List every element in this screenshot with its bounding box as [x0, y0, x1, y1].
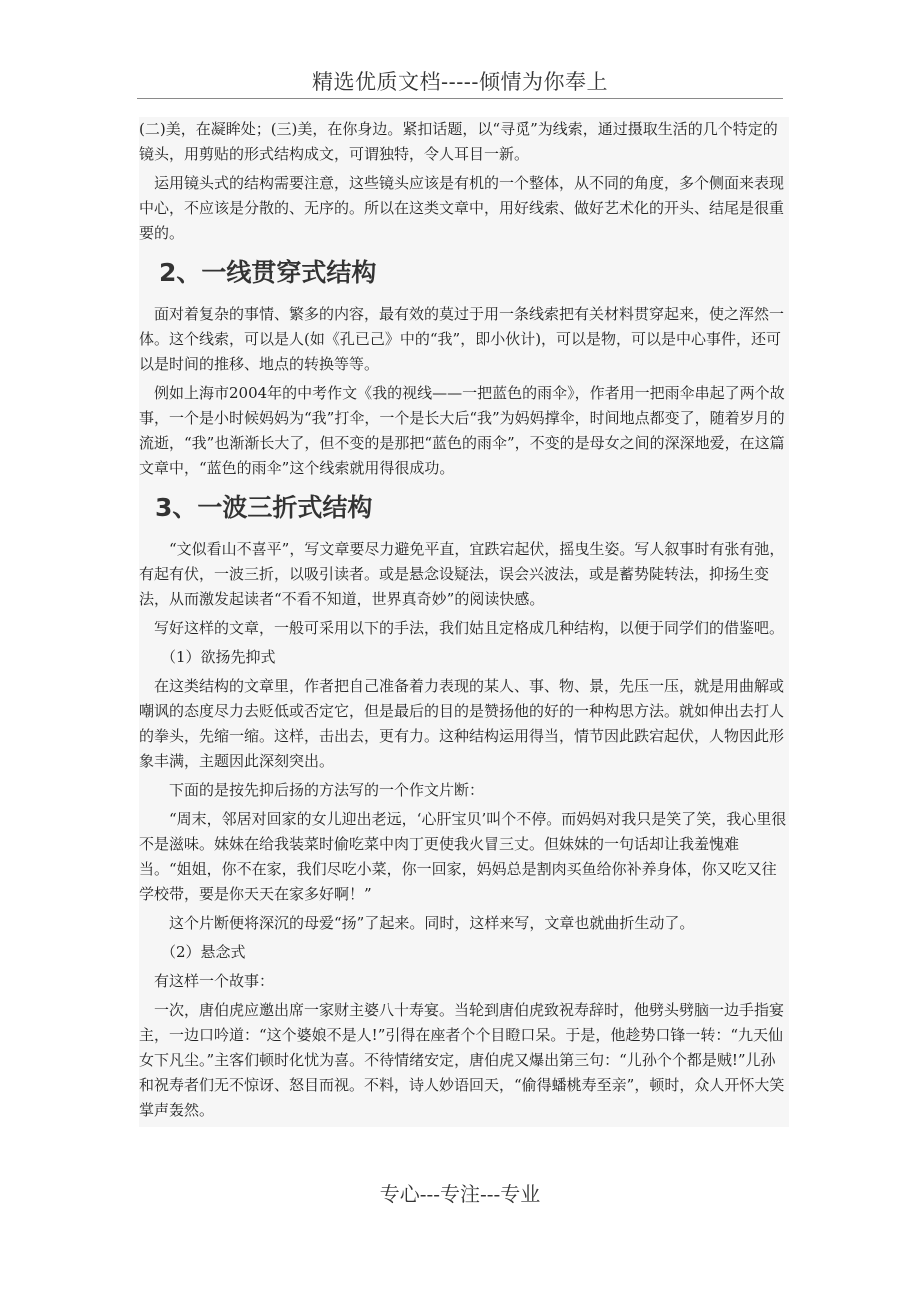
- paragraph: 一次，唐伯虎应邀出席一家财主婆八十寿宴。当轮到唐伯虎致祝寿辞时，他劈头劈脑一边手指宴主，一边口吟道：“这个婆娘不是人!”引得在座者个个目瞪口呆。于是，他趁势口锋一转：“九天仙女下凡尘。”主客们顿时化忧为喜。不待情绪安定，唐伯虎又爆出第三句：“儿孙个个都是贼!”儿孙和祝寿者们无不惊讶、怒目而视。不料，诗人妙语回天，“偷得蟠桃寿至亲”，顿时，众人开怀大笑掌声轰然。: [139, 1001, 785, 1119]
- paragraph: 这个片断便将深沉的母爱“扬”了起来。同时，这样来写，文章也就曲折生动了。: [169, 914, 695, 932]
- paragraph: 有这样一个故事：: [154, 972, 275, 990]
- paragraph: “文似看山不喜平”，写文章要尽力避免平直，宜跌宕起伏，摇曳生姿。写人叙事时有张有弛，有起有伏，一波三折，以吸引读者。或是悬念设疑法，误会兴波法，或是蓄势陡转法，抑扬生变法，从而激发起读者“不看不知道，世界真奇妙”的阅读快感。: [139, 540, 785, 608]
- quoted-paragraph: “周末，邻居对回家的女儿迎出老远，‘心肝宝贝’叫个不停。而妈妈对我只是笑了笑，我心里很不是滋味。妹妹在给我装菜时偷吃菜中肉丁更使我火冒三丈。但妹妹的一句话却让我羞愧难当。“姐姐，你不在家，我们尽吃小菜，你一回家，妈妈总是割肉买鱼给你补养身体，你又吃又往学校带，要是你天天在家多好啊！”: [139, 810, 787, 903]
- paragraph: (二)美，在凝眸处；(三)美，在你身边。紧扣话题，以“寻觅”为线索，通过摄取生活的几个特定的镜头，用剪贴的形式结构成文，可谓独特，令人耳目一新。: [139, 120, 778, 163]
- section-heading: 2、一线贯穿式结构: [159, 258, 377, 287]
- document-body: [139, 117, 789, 1127]
- document-header: 精选优质文档-----倾情为你奉上: [312, 70, 608, 94]
- section-heading: 3、一波三折式结构: [155, 493, 373, 522]
- paragraph: 下面的是按先抑后扬的方法写的一个作文片断：: [169, 781, 485, 799]
- paragraph: 例如上海市2004年的中考作文《我的视线——一把蓝色的雨伞》，作者用一把雨伞串起了两个故事，一个是小时候妈妈为“我”打伞，一个是长大后“我”为妈妈撑伞，时间地点都变了，随着岁月的流逝，“我”也渐渐长大了，但不变的是那把“蓝色的雨伞”，不变的是母女之间的深深地爱，在这篇文章中，“蓝色的雨伞”这个线索就用得很成功。: [139, 384, 785, 477]
- paragraph: 面对着复杂的事情、繁多的内容，最有效的莫过于用一条线索把有关材料贯穿起来，使之浑然一体。这个线索，可以是人(如《孔已己》中的“我”，即小伙计)，可以是物，可以是中心事件，还可以是时间的推移、地点的转换等等。: [139, 305, 785, 373]
- subsection-heading: （2）悬念式: [161, 943, 246, 961]
- document-footer: 专心---专注---专业: [379, 1182, 541, 1206]
- paragraph: 写好这样的文章，一般可采用以下的手法，我们姑且定格成几种结构，以便于同学们的借鉴吧。: [154, 619, 785, 637]
- paragraph: 在这类结构的文章里，作者把自己准备着力表现的某人、事、物、景，先压一压，就是用曲解或嘲讽的态度尽力去贬低或否定它，但是最后的目的是赞扬他的好的一种构思方法。就如伸出去打人的拳头，先缩一缩。这样，击出去，更有力。这种结构运用得当，情节因此跌宕起伏，人物因此形象丰满，主题因此深刻突出。: [139, 677, 785, 770]
- paragraph: 运用镜头式的结构需要注意，这些镜头应该是有机的一个整体，从不同的角度，多个侧面来表现中心，不应该是分散的、无序的。所以在这类文章中，用好线索、做好艺术化的开头、结尾是很重要的。: [139, 174, 785, 242]
- subsection-heading: （1）欲扬先抑式: [161, 648, 276, 666]
- header-divider: [137, 98, 783, 99]
